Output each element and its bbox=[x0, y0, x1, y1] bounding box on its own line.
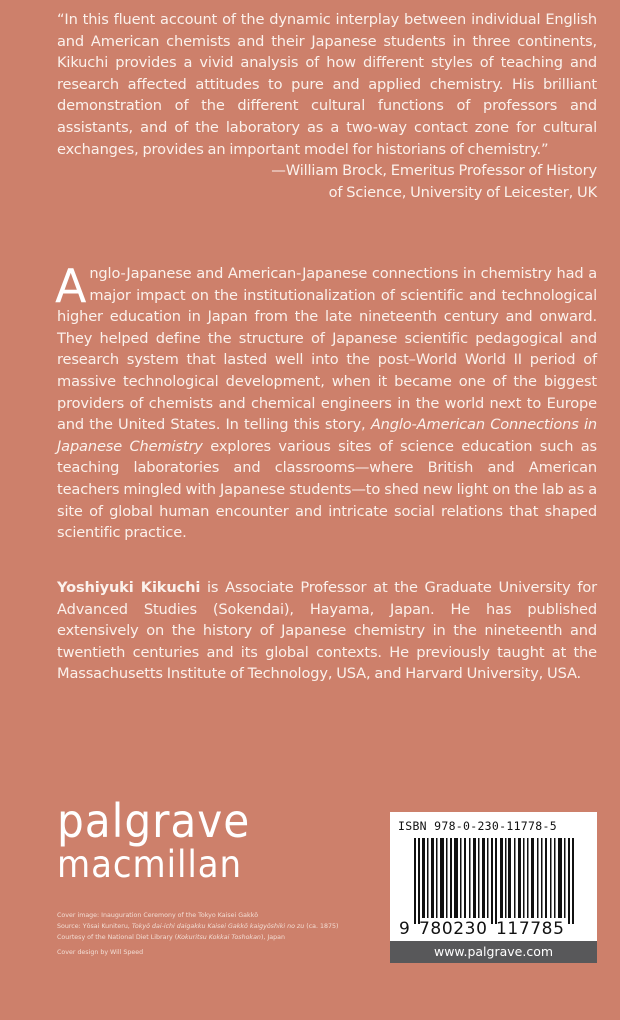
endorsement-quote bbox=[57, 9, 597, 203]
drop-cap: A bbox=[55, 259, 87, 313]
logo-palgrave: palgrave bbox=[57, 794, 251, 848]
credit-design: Cover design by Will Speed bbox=[57, 949, 144, 957]
quote-attribution-line1: —William Brock, Emeritus Professor of History bbox=[271, 162, 597, 180]
bio-text: is Associate Professor at the Graduate University for Advanced Studies (Sokendai), Hayama, Japan. He has published extensively on the history of Japanese chemistry in the nineteenth and twentieth centuries and its global contexts. He previously taught at the Massachusetts Institute of Technology, USA, and Harvard University, USA. bbox=[57, 579, 597, 683]
author-bio bbox=[57, 577, 597, 685]
credit-courtesy-italic: Kokuritsu Kokkai Toshokan bbox=[177, 933, 261, 941]
author-name: Yoshiyuki Kikuchi bbox=[57, 579, 201, 596]
ean-first-digit: 9 bbox=[399, 919, 410, 939]
publisher-url: www.palgrave.com bbox=[390, 941, 597, 963]
description-text-part2: explores various sites of science education such as teaching laboratories and classrooms—where British and American teachers mingled with Japanese students—to shed new light on the lab as a site of global human encounter and intricate social relations that shaped scientific practice. bbox=[57, 437, 597, 542]
description-text-part1: nglo-Japanese and American-Japanese connections in chemistry had a major impact on the institutionalization of scientific and technological higher education in Japan from the late nineteenth century and onward. They helped define the structure of Japanese scientific pedagogical and research system that lasted well into the post–World World II period of massive technological development, when it became one of the biggest providers of chemists and chemical engineers in the world next to Europe and the United States. In telling this story, bbox=[57, 265, 597, 434]
quote-attribution-line2: of Science, University of Leicester, UK bbox=[328, 183, 597, 201]
ean-right-digits: 117785 bbox=[496, 919, 565, 939]
credit-source-suffix: (ca. 1875) bbox=[304, 922, 339, 930]
quote-text: “In this fluent account of the dynamic interplay between individual English and American chemists and their Japanese students in three continents, Kikuchi provides a vivid analysis of how different styles of teaching and research affected attitudes to pure and applied chemistry. His brilliant demonstration of the different cultural functions of professors and assistants, and of the laboratory as a two-way contact zone for cultural exchanges, provides an important model for historians of chemistry.” bbox=[57, 11, 597, 158]
credit-courtesy-prefix: Courtesy of the National Diet Library ( bbox=[57, 933, 178, 941]
credit-courtesy-suffix: ), Japan bbox=[260, 933, 285, 941]
credit-source-title: Tokyō dai-ichi daigakku Kaisei Gakkō kaigyōshiki no zu bbox=[131, 922, 305, 930]
ean-left-digits: 780230 bbox=[419, 919, 488, 939]
isbn-label: ISBN 978-0-230-11778-5 bbox=[398, 819, 557, 833]
book-description bbox=[55, 259, 598, 544]
book-title: Anglo-American Connections in Japanese Chemistry bbox=[57, 416, 598, 455]
bio-paragraph bbox=[57, 577, 597, 685]
isbn-barcode bbox=[390, 812, 597, 963]
publisher-logo bbox=[57, 794, 267, 886]
credit-courtesy bbox=[57, 933, 387, 944]
description-paragraph bbox=[55, 259, 598, 544]
cover-credits bbox=[57, 911, 387, 959]
logo-macmillan: macmillan bbox=[57, 843, 242, 886]
credit-source bbox=[57, 922, 387, 933]
credit-cover-image: Cover image: Inauguration Ceremony of the Tokyo Kaisei Gakkō bbox=[57, 912, 259, 919]
credit-source-prefix: Source: Yōsai Kuniteru, bbox=[57, 922, 132, 930]
